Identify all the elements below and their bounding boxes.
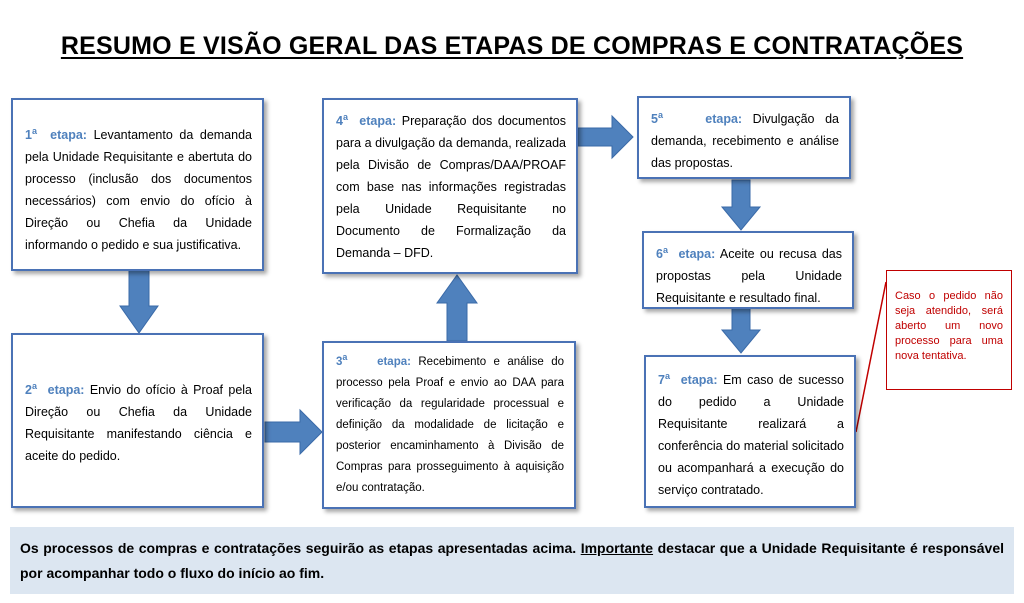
step-box-5 (637, 96, 851, 179)
step-box-4 (322, 98, 578, 274)
footer-emphasis: Importante (580, 540, 654, 556)
step-text-1: Levantamento da demanda pela Unidade Requisitante e abertuta do processo (inclusão dos documentos necessários) com envio do ofício à Direção ou Chefia da Unidade informando o pedido e sua justificativa. (25, 128, 252, 253)
arrow-up-3-4 (437, 275, 477, 341)
step-box-2 (11, 333, 264, 508)
step-label-3: 3$^a$ etapa: (336, 352, 411, 368)
step-text-7: Em caso de sucesso do pedido a Unidade Requisitante realizará a conferência do material solicitado ou acompanhará a execução do serviço contratado. (658, 373, 844, 498)
step-label-4: 4$^a$ etapa: (336, 112, 397, 129)
step-box-3 (322, 341, 576, 509)
retry-note: Caso o pedido não seja atendido, será aberto um novo processo para uma nova tentativa. (886, 270, 1012, 390)
footer-text-1: Os processos de compras e contratações seguirão as etapas apresentadas acima. (20, 540, 577, 556)
step-text-4: Preparação dos documentos para a divulgação da demanda, realizada pela Divisão de Compras/DAA/PROAF com base nas informações registradas pela Unidade Requisitante no Documento de Formalização da Demanda – DFD. (336, 114, 566, 261)
step-box-7 (644, 355, 856, 508)
step-box-6 (642, 231, 854, 309)
step-label-6: 6$^a$ etapa: (656, 245, 716, 262)
step-label-7: 7$^a$ etapa: (658, 371, 718, 388)
page-title: RESUMO E VISÃO GERAL DAS ETAPAS DE COMPRAS E CONTRATAÇÕES (60, 32, 964, 60)
arrow-down-1-2 (120, 270, 158, 333)
step-text-6: Aceite ou recusa das propostas pela Unidade Requisitante e resultado final. (656, 247, 842, 306)
step-label-2: 2$^a$ etapa: (25, 381, 85, 398)
step-text-3: Recebimento e análise do processo pela Proaf e envio ao DAA para verificação da regularidade processual e definição da modalidade de licitação e posterior encaminhamento à Divisão de Compras para prosseguimento à aquisição e/ou contratação. (336, 355, 564, 494)
footer-text-2: destacar que a Unidade Requisitante é responsável por acompanhar todo o fluxo do início ao fim. (20, 540, 1005, 581)
step-label-1: 1$^a$ etapa: (25, 126, 87, 143)
step-text-2: Envio do ofício à Proaf pela Direção ou Chefia da Unidade Requisitante manifestando ciência e aceite do pedido. (25, 383, 252, 464)
arrow-down-6-7 (722, 308, 760, 353)
arrow-right-4-5 (578, 116, 633, 158)
arrow-down-5-6 (722, 180, 760, 230)
step-text-5: Divulgação da demanda, recebimento e análise das propostas. (651, 112, 839, 171)
arrow-right-2-3 (265, 410, 322, 454)
note-connector (856, 282, 886, 432)
footer-summary (10, 527, 1014, 594)
step-label-5: 5$^a$ etapa: (651, 110, 743, 127)
step-box-1 (11, 98, 264, 271)
